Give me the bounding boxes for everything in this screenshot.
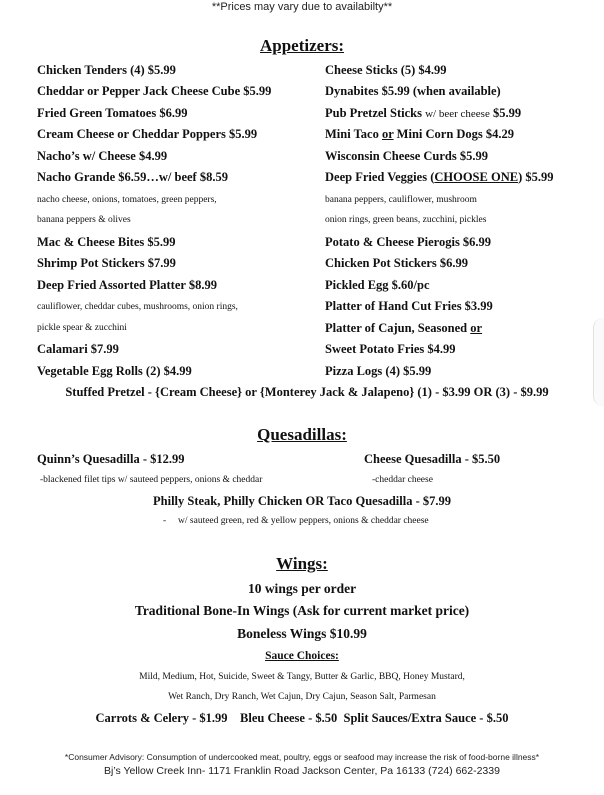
menu-item-deep-fried-veggies: Deep Fried Veggies (CHOOSE ONE) $5.99 (325, 170, 554, 184)
menu-item-cheese-quesadilla: Cheese Quesadilla - $5.50 (364, 452, 501, 466)
menu-item-calamari: Calamari $7.99 (37, 342, 119, 356)
item-description: banana peppers, cauliflower, mushroom (325, 195, 477, 205)
sauce-choices-heading: Sauce Choices: (265, 650, 339, 662)
item-description: -blackened filet tips w/ sauteed peppers, onions & cheddar (40, 475, 263, 485)
consumer-advisory: *Consumer Advisory: Consumption of undercooked meat, poultry, eggs or seafood may increase the risk of food-borne illness* (64, 752, 540, 762)
menu-item-deep-fried-platter: Deep Fried Assorted Platter $8.99 (37, 278, 217, 292)
item-description: onion rings, green beans, zucchini, pickles (325, 215, 487, 225)
menu-item-dynabites: Dynabites $5.99 (when available) (325, 84, 501, 98)
menu-item-pierogis: Potato & Cheese Pierogis $6.99 (325, 235, 492, 249)
menu-item-nachos: Nacho’s w/ Cheese $4.99 (37, 149, 168, 163)
menu-item-chicken-tenders: Chicken Tenders (4) $5.99 (37, 63, 176, 77)
sauce-list: Wet Ranch, Dry Ranch, Wet Cajun, Dry Cajun, Season Salt, Parmesan (168, 692, 436, 702)
menu-item-chicken-pot-stickers: Chicken Pot Stickers $6.99 (325, 256, 469, 270)
menu-item-pizza-logs: Pizza Logs (4) $5.99 (325, 364, 432, 378)
menu-item-sweet-potato-fries: Sweet Potato Fries $4.99 (325, 342, 456, 356)
sauce-list: Mild, Medium, Hot, Suicide, Sweet & Tangy, Butter & Garlic, BBQ, Honey Mustard, (139, 672, 465, 682)
restaurant-address: Bj’s Yellow Creek Inn- 1171 Franklin Road Jackson Center, Pa 16133 (724) 662-2339 (104, 765, 500, 777)
item-description: banana peppers & olives (37, 215, 131, 225)
item-description: - w/ sauteed green, red & yellow peppers, onions & cheddar cheese (163, 516, 429, 526)
appetizers-heading: Appetizers: (259, 36, 345, 55)
price-availability-note: **Prices may vary due to availabilty** (211, 1, 393, 13)
menu-item-boneless-wings: Boneless Wings $10.99 (237, 626, 367, 641)
item-description: -cheddar cheese (372, 475, 433, 485)
menu-item-mini-taco: Mini Taco or Mini Corn Dogs $4.29 (325, 127, 515, 141)
menu-item-hand-cut-fries: Platter of Hand Cut Fries $3.99 (325, 299, 493, 313)
item-description: nacho cheese, onions, tomatoes, green peppers, (37, 195, 217, 205)
menu-item-poppers: Cream Cheese or Cheddar Poppers $5.99 (37, 127, 258, 141)
wing-extras: Carrots & Celery - $1.99 Bleu Cheese - $.50 Split Sauces/Extra Sauce - $.50 (95, 711, 509, 725)
menu-item-traditional-wings: Traditional Bone-In Wings (Ask for current market price) (134, 603, 470, 618)
menu-item-egg-rolls: Vegetable Egg Rolls (2) $4.99 (37, 364, 192, 378)
menu-item-stuffed-pretzel: Stuffed Pretzel - {Cream Cheese} or {Monterey Jack & Jalapeno} (1) - $3.99 OR (3) - $9.99 (65, 385, 549, 399)
quesadillas-heading: Quesadillas: (257, 425, 347, 444)
menu-item-nacho-grande: Nacho Grande $6.59…w/ beef $8.59 (37, 170, 228, 184)
item-description: cauliflower, cheddar cubes, mushrooms, onion rings, (37, 302, 238, 312)
menu-item-pub-pretzel: Pub Pretzel Sticks w/ beer cheese $5.99 (325, 106, 522, 120)
menu-item-shrimp-pot-stickers: Shrimp Pot Stickers $7.99 (37, 256, 176, 270)
menu-item-cheese-curds: Wisconsin Cheese Curds $5.99 (325, 149, 488, 163)
menu-item-quinns-quesadilla: Quinn’s Quesadilla - $12.99 (37, 452, 185, 466)
menu-item-mac-cheese-bites: Mac & Cheese Bites $5.99 (37, 235, 176, 249)
menu-item-pickled-egg: Pickled Egg $.60/pc (325, 278, 430, 292)
menu-item-cajun-fries: Platter of Cajun, Seasoned or (325, 321, 483, 335)
menu-item-cheese-sticks: Cheese Sticks (5) $4.99 (325, 63, 447, 77)
wings-heading: Wings: (276, 554, 328, 573)
page-edge-tab (593, 318, 604, 406)
item-description: pickle spear & zucchini (37, 323, 127, 333)
wings-per-order: 10 wings per order (247, 581, 357, 596)
menu-item-philly-quesadilla: Philly Steak, Philly Chicken OR Taco Quesadilla - $7.99 (153, 494, 451, 508)
menu-item-cheese-cube: Cheddar or Pepper Jack Cheese Cube $5.99 (37, 84, 272, 98)
menu-item-fried-green-tomatoes: Fried Green Tomatoes $6.99 (37, 106, 188, 120)
